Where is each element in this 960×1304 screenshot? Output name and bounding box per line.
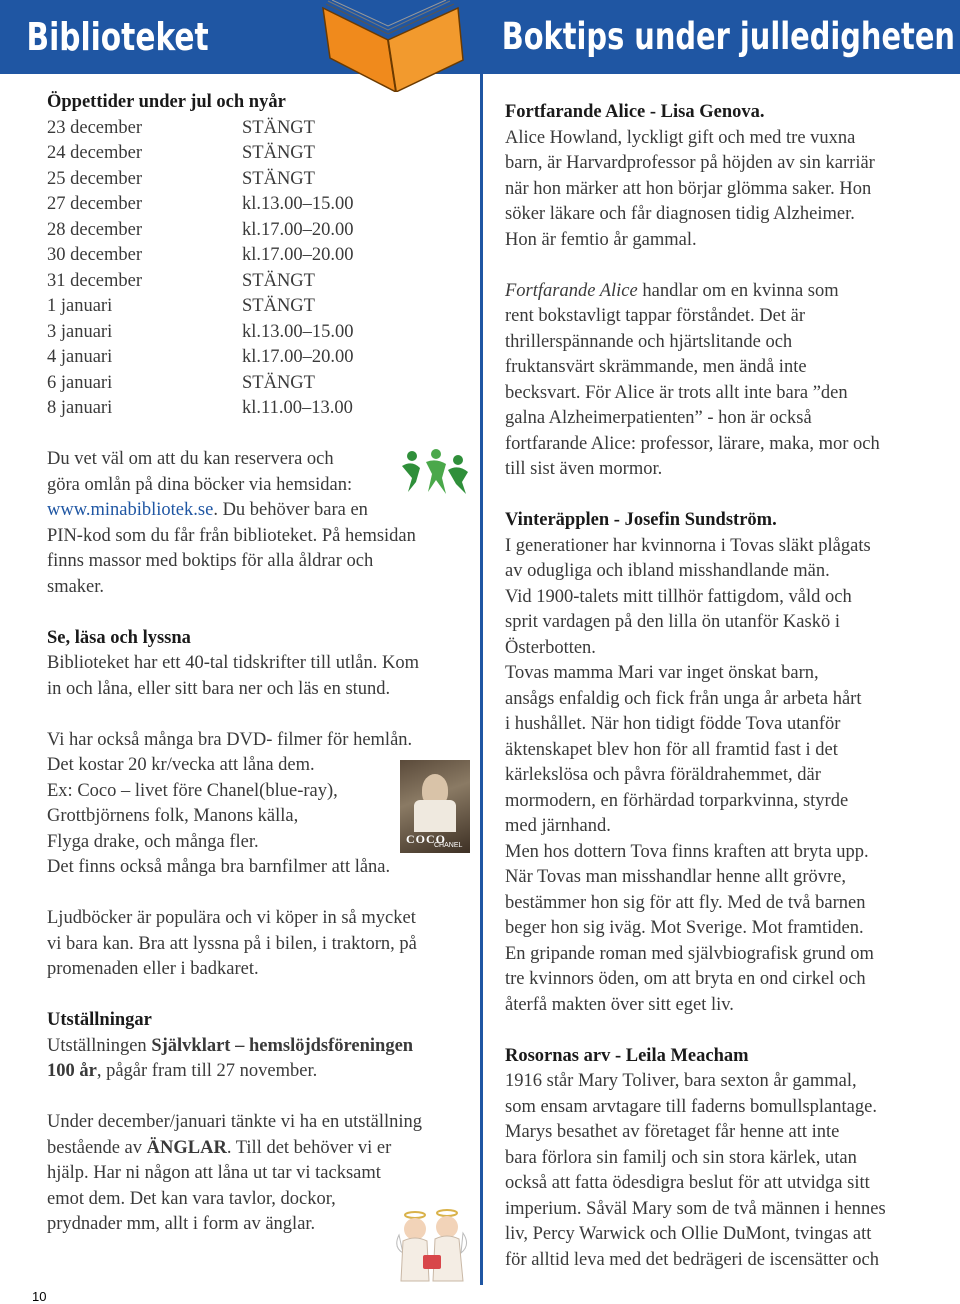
text-line: Hon är femtio år gammal.	[505, 229, 697, 250]
text-line: thrillerspännande och hjärtslitande och	[505, 331, 793, 352]
hours-row	[47, 294, 472, 320]
library-website-link[interactable]: www.minabibliotek.se	[47, 500, 214, 520]
hours-date: 23 december	[47, 117, 143, 138]
text-line: Tovas mamma Mari var inget önskat barn,	[505, 663, 819, 683]
book-title: Fortfarande Alice - Lisa Genova.	[505, 102, 765, 122]
hours-row	[47, 269, 472, 295]
text-span: handlar om en kvinna som	[637, 280, 839, 301]
text-line: becksvart. För Alice är trots allt inte bara ”den	[505, 382, 848, 403]
hours-row	[47, 320, 472, 346]
text-line: av odugliga och ibland misshandlande män.	[505, 561, 830, 581]
hours-time: STÄNGT	[242, 143, 315, 163]
hours-title: Öppettider under jul och nyår	[47, 92, 286, 112]
hours-date: 1 januari	[47, 296, 113, 316]
hours-row	[47, 218, 472, 244]
text-line: Grottbjörnens folk, Manons källa,	[47, 806, 299, 826]
section-title: Boktips under julledigheten	[501, 15, 955, 58]
hours-time: STÄNGT	[242, 296, 315, 316]
hours-time: STÄNGT	[242, 270, 315, 291]
text-line: äktenskapet blev hon för all framtid fast i det	[505, 739, 838, 760]
text-line: bestämmer hon sig för att fly. Med de två barnen	[505, 892, 866, 913]
text-line: när hon märker att hon börjar glömma saker. Hon	[505, 178, 872, 199]
text-line: Du vet väl om att du kan reservera och	[47, 449, 334, 469]
dvd-subtitle: CHANEL	[434, 842, 463, 849]
see-read-listen-title: Se, läsa och lyssna	[47, 627, 191, 648]
text-span: , pågår fram till 27 november.	[96, 1061, 318, 1081]
dvd-title: COCO	[406, 832, 446, 846]
text-line: promenaden eller i badkaret.	[47, 959, 259, 979]
text-line	[47, 1034, 472, 1060]
text-line: in och låna, eller sitt bara ner och läs en stund.	[47, 678, 391, 699]
text-line: fruktansvärt skrämmande, men ändå inte	[505, 357, 807, 377]
text-line: sprit vardagen på den lilla ön utanför Kaskö i	[505, 612, 840, 632]
text-line: till sist även mormor.	[505, 459, 663, 479]
header-right	[483, 0, 960, 74]
book-tips-column	[505, 100, 935, 1273]
text-line	[47, 1136, 472, 1162]
text-line: Det kostar 20 kr/vecka att låna dem.	[47, 755, 315, 775]
text-line: Ex: Coco – livet före Chanel(blue-ray),	[47, 780, 338, 801]
text-line: söker läkare och får diagnosen tidig Alzheimer.	[505, 204, 855, 224]
text-line: Flyga drake, och många fler.	[47, 831, 259, 852]
exhibition-name: Självklart – hemslöjdsföreningen	[151, 1035, 414, 1056]
coco-dvd-cover	[400, 760, 470, 853]
text-line: En gripande roman med självbiografisk grund om	[505, 943, 874, 964]
hours-date: 6 januari	[47, 372, 113, 393]
text-line: Det finns också många bra barnfilmer att låna.	[47, 857, 391, 877]
text-line: Biblioteket har ett 40-tal tidskrifter till utlån. Kom	[47, 653, 419, 673]
text-line: Vid 1900-talets mitt tillhör fattigdom, våld och	[505, 586, 852, 607]
hours-time: kl.11.00–13.00	[242, 398, 353, 418]
text-line: som ensam arvtagare till faderns bomullsplantage.	[505, 1096, 877, 1117]
text-line: vi bara kan. Bra att lyssna på i bilen, i traktorn, på	[47, 933, 417, 954]
text-line: göra omlån på dina böcker via hemsidan:	[47, 474, 353, 495]
hours-date: 24 december	[47, 143, 143, 163]
library-column	[47, 90, 472, 1238]
hours-row	[47, 345, 472, 371]
text-line: Österbotten.	[505, 637, 596, 658]
text-line: emot dem. Det kan vara tavlor, dockor,	[47, 1188, 336, 1209]
text-line: hjälp. Har ni någon att låna ut tar vi tacksamt	[47, 1163, 381, 1183]
hours-time: kl.17.00–20.00	[242, 219, 354, 240]
text-line: Marys besathet av företaget får henne att inte	[505, 1122, 840, 1142]
hours-date: 8 januari	[47, 398, 113, 418]
hours-row	[47, 116, 472, 142]
hours-time: STÄNGT	[242, 117, 315, 138]
open-book-icon	[318, 0, 468, 92]
text-line: Ljudböcker är populära och vi köper in så mycket	[47, 908, 416, 928]
text-line: för alltid leva med det bedrägeri de iscensätter och	[505, 1249, 879, 1270]
hours-time: kl.17.00–20.00	[242, 245, 354, 265]
hours-time: STÄNGT	[242, 372, 315, 393]
text-line: I generationer har kvinnorna i Tovas släkt plågats	[505, 535, 871, 556]
text-line: tre kvinnors öden, om att bryta en ond cirkel och	[505, 969, 866, 989]
exhibitions-title: Utställningar	[47, 1010, 152, 1030]
hours-date: 3 januari	[47, 321, 113, 342]
text-line: ansågs enfaldig och fick från unga år arbeta hårt	[505, 688, 862, 709]
hours-time: kl.13.00–15.00	[242, 194, 354, 214]
book-title: Rosornas arv - Leila Meacham	[505, 1045, 749, 1066]
text-line: galna Alzheimerpatienten” - hon är också	[505, 408, 812, 428]
text-line: När Tovas man misshandlar henne allt grövre,	[505, 867, 847, 887]
exhibition-name: 100 år	[47, 1061, 97, 1081]
text-line: i hushållet. När hon tidigt födde Tova utanför	[505, 714, 841, 734]
column-divider	[480, 0, 483, 1285]
text-line: barn, är Harvardprofessor på höjden av sin karriär	[505, 153, 875, 173]
text-line: imperium. Såväl Mary som de två männen i hennes	[505, 1198, 886, 1219]
text-line	[47, 498, 472, 524]
text-line: mormodern, en förhärdad torparkvinna, styrde	[505, 790, 849, 811]
text-line: Vi har också många bra DVD- filmer för hemlån.	[47, 729, 413, 750]
angels-highlight: ÄNGLAR	[146, 1137, 227, 1158]
text-line: Alice Howland, lyckligt gift och med tre vuxna	[505, 127, 856, 148]
text-line: med järnhand.	[505, 816, 611, 836]
text-line: finns massor med boktips för alla åldrar och	[47, 551, 374, 571]
text-line	[47, 1059, 472, 1085]
hours-list	[47, 116, 472, 422]
text-line: liv, Percy Warwick och Ollie DuMont, tvingas att	[505, 1224, 872, 1244]
text-line: fortfarande Alice: professor, lärare, maka, mor och	[505, 433, 880, 454]
text-line: Under december/januari tänkte vi ha en utställning	[47, 1112, 423, 1132]
text-span: . Till det behöver vi er	[226, 1137, 392, 1158]
text-line: också att fatta ödesdigra beslut för att utvidga sitt	[505, 1173, 870, 1193]
text-line: smaker.	[47, 576, 105, 597]
text-line: kärlekslösa och påvra föräldrahemmet, där	[505, 765, 821, 785]
hours-date: 25 december	[47, 168, 143, 189]
hours-date: 30 december	[47, 245, 143, 265]
hours-date: 31 december	[47, 270, 143, 291]
angel-figurines-icon	[393, 1205, 471, 1285]
dress-figure	[414, 800, 456, 832]
hours-date: 4 januari	[47, 347, 113, 367]
text-line: beger hon sig iväg. Mot Sverige. Mot framtiden.	[505, 918, 864, 938]
hours-date: 28 december	[47, 219, 143, 240]
text-span: . Du behöver bara en	[213, 500, 368, 520]
book-title-italic: Fortfarande Alice	[505, 280, 638, 301]
hours-row	[47, 396, 472, 422]
hours-time: STÄNGT	[242, 168, 315, 189]
hours-row	[47, 167, 472, 193]
dancing-children-icon	[398, 448, 472, 496]
book-title: Vinteräpplen - Josefin Sundström.	[505, 510, 777, 530]
text-span: bestående av	[47, 1137, 147, 1158]
hours-date: 27 december	[47, 194, 143, 214]
text-line: PIN-kod som du får från biblioteket. På hemsidan	[47, 525, 416, 546]
hours-time: kl.17.00–20.00	[242, 347, 354, 367]
hours-time: kl.13.00–15.00	[242, 321, 354, 342]
text-line: Men hos dottern Tova finns kraften att bryta upp.	[505, 841, 869, 862]
text-line: återfå makten över sitt eget liv.	[505, 994, 734, 1015]
text-line: bara förlora sin familj och sin stora kärlek, utan	[505, 1147, 857, 1168]
hours-row	[47, 243, 472, 269]
hours-row	[47, 371, 472, 397]
hours-row	[47, 192, 472, 218]
text-line: prydnader mm, allt i form av änglar.	[47, 1214, 316, 1234]
page-number: 10	[32, 1289, 47, 1304]
text-line: rent bokstavligt tappar förståndet. Det är	[505, 306, 806, 326]
text-line	[505, 279, 935, 305]
text-span: Utställningen	[47, 1035, 152, 1056]
text-line: 1916 står Mary Toliver, bara sexton år gammal,	[505, 1071, 857, 1091]
page-title: Biblioteket	[26, 15, 209, 59]
hours-row	[47, 141, 472, 167]
